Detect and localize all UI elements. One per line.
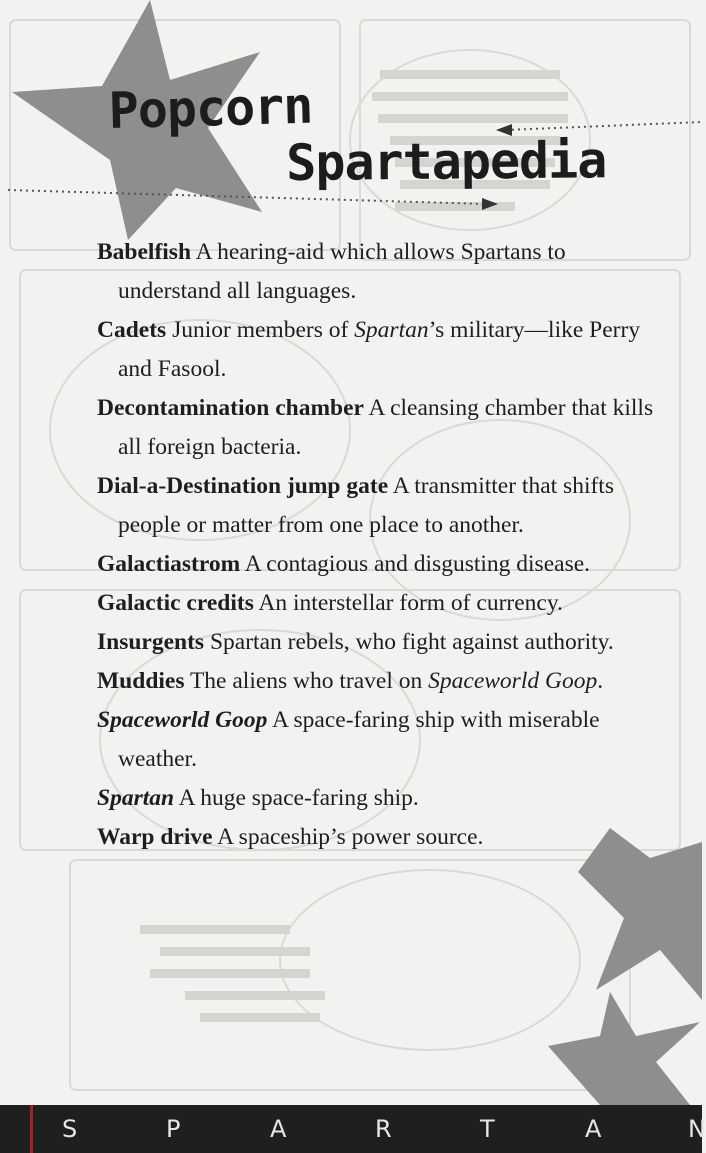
glossary-term: Galactic credits (97, 590, 254, 616)
glossary-entry (97, 623, 672, 662)
glossary-definition: A cleansing chamber that kills all foreign bacteria. (118, 395, 654, 460)
title-popcorn: Popcorn (107, 76, 314, 140)
glossary-definition: A spaceship’s power source. (212, 824, 484, 850)
glossary-entry (97, 389, 672, 467)
glossary-term: Babelfish (97, 239, 192, 265)
glossary-term: Dial-a-Destination jump gate (97, 473, 389, 499)
glossary-entry (97, 701, 672, 779)
footer-letter: A (270, 1115, 287, 1143)
glossary-definition: A transmitter that shifts people or matter from one place to another. (118, 473, 614, 538)
glossary-definition: A huge space-faring ship. (174, 785, 419, 811)
glossary-definition-tail: . (597, 668, 604, 694)
glossary-term: Spaceworld Goop (97, 707, 268, 733)
glossary-definition: An interstellar form of currency. (253, 590, 563, 616)
glossary-entry (97, 467, 672, 545)
glossary-definition: The aliens who travel on (184, 668, 429, 694)
glossary-term: Spartan (97, 785, 175, 811)
glossary-term: Muddies (97, 668, 185, 694)
glossary-entry (97, 662, 672, 701)
glossary-definition: Junior members of (166, 317, 355, 343)
glossary-entry (97, 818, 672, 857)
footer-letter: S (62, 1115, 78, 1143)
glossary-definition-tail: ’s military—like Perry and Fasool. (118, 317, 641, 382)
footer-letter: N (688, 1115, 706, 1143)
glossary-entry (97, 545, 672, 584)
footer-letter: A (585, 1115, 602, 1143)
footer-accent-line (30, 1105, 33, 1153)
title-spartapedia: Spartapedia (285, 131, 607, 192)
footer-letter: T (480, 1115, 495, 1143)
footer-letter: P (166, 1115, 181, 1143)
glossary-term: Cadets (97, 317, 167, 343)
glossary-definition: A contagious and disgusting disease. (240, 551, 591, 577)
glossary-definition-italic: Spartan (354, 317, 429, 343)
glossary-term: Insurgents (97, 629, 205, 655)
glossary-definition: Spartan rebels, who fight against authority. (204, 629, 614, 655)
glossary-entry (97, 779, 672, 818)
glossary-term: Decontamination chamber (97, 395, 364, 421)
glossary-term: Warp drive (97, 824, 213, 850)
glossary-entry (97, 584, 672, 623)
glossary-entry (97, 233, 672, 311)
footer-letter: R (375, 1115, 392, 1143)
glossary-list (97, 233, 672, 857)
glossary-definition-italic: Spaceworld Goop (428, 668, 598, 694)
lower-right-star-shape (548, 992, 700, 1105)
glossary-entry (97, 311, 672, 389)
glossary-term: Galactiastrom (97, 551, 241, 577)
footer-bar (0, 1105, 706, 1153)
glossary-definition: A space-faring ship with miserable weather. (118, 707, 600, 772)
glossary-definition: A hearing-aid which allows Spartans to understand all languages. (118, 239, 566, 304)
